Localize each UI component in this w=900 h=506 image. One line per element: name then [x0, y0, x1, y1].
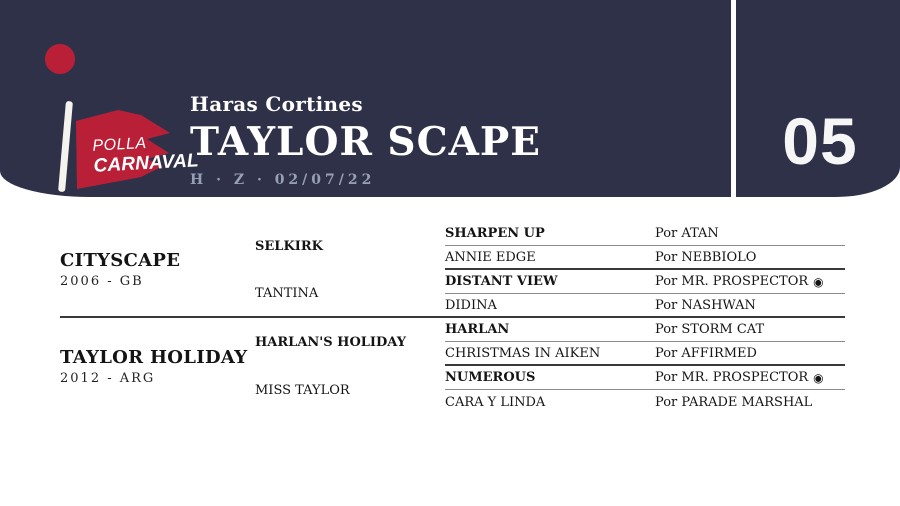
header-banner	[0, 0, 731, 197]
race-number-panel	[736, 0, 900, 197]
logo-line2: CARNAVAL	[92, 150, 200, 177]
gen3-name-cell: HARLAN	[445, 318, 655, 342]
gen2-cell	[255, 270, 445, 318]
gen3-sire-cell	[655, 366, 845, 390]
race-number: 05	[782, 104, 858, 178]
pedigree-table	[60, 222, 845, 414]
gen3-name-cell: NUMEROUS	[445, 366, 655, 390]
header-text-block	[190, 92, 541, 188]
gen3-name-cell: ANNIE EDGE	[445, 246, 655, 270]
gen3-name-cell: CHRISTMAS IN AIKEN	[445, 342, 655, 366]
gen3-name-cell: DIDINA	[445, 294, 655, 318]
logo-text	[92, 133, 199, 175]
gen1-detail: 2012 - ARG	[60, 370, 156, 386]
logo-line1: POLLA	[92, 134, 147, 155]
gen2-cell	[255, 318, 445, 366]
gen3-sire-cell: Por STORM CAT	[655, 318, 845, 342]
gen3-sire-cell: Por NEBBIOLO	[655, 246, 845, 270]
gen3-sire: Por MR. PROSPECTOR	[655, 370, 809, 385]
gen3-sire-cell: Por PARADE MARSHAL	[655, 394, 813, 410]
bullseye-icon: ◉	[813, 274, 824, 289]
gen2-cell	[255, 222, 445, 270]
gen2-name: TANTINA	[255, 285, 319, 301]
polla-carnaval-flag-icon	[73, 107, 200, 193]
gen3-sire: Por MR. PROSPECTOR	[655, 274, 809, 289]
gen3-sire-cell: Por AFFIRMED	[655, 342, 845, 366]
gen1-name: CITYSCAPE	[60, 249, 181, 271]
gen2-name: HARLAN'S HOLIDAY	[255, 334, 406, 350]
horse-name: TAYLOR SCAPE	[190, 119, 541, 165]
gen2-name: MISS TAYLOR	[255, 382, 350, 398]
flag-pole	[58, 101, 73, 192]
gen3-sire-cell: Por ATAN	[655, 222, 845, 246]
gen1-sire-cell	[60, 222, 255, 318]
horse-details: H · Z · 02/07/22	[190, 172, 376, 188]
gen3-name-cell: DISTANT VIEW	[445, 270, 655, 294]
gen3-name-cell: CARA Y LINDA	[445, 394, 546, 410]
gen2-name: SELKIRK	[255, 238, 323, 254]
polla-carnaval-ring-icon	[45, 44, 75, 74]
gen3-sire-cell: Por NASHWAN	[655, 294, 845, 318]
farm-name: Haras Cortines	[190, 92, 363, 116]
bullseye-icon: ◉	[813, 370, 824, 385]
gen2-cell	[255, 366, 445, 414]
gen1-name: TAYLOR HOLIDAY	[60, 346, 248, 368]
gen1-detail: 2006 - GB	[60, 273, 144, 289]
gen1-dam-cell	[60, 318, 255, 414]
gen3-sire-cell	[655, 270, 845, 294]
gen3-name-cell: SHARPEN UP	[445, 222, 655, 246]
